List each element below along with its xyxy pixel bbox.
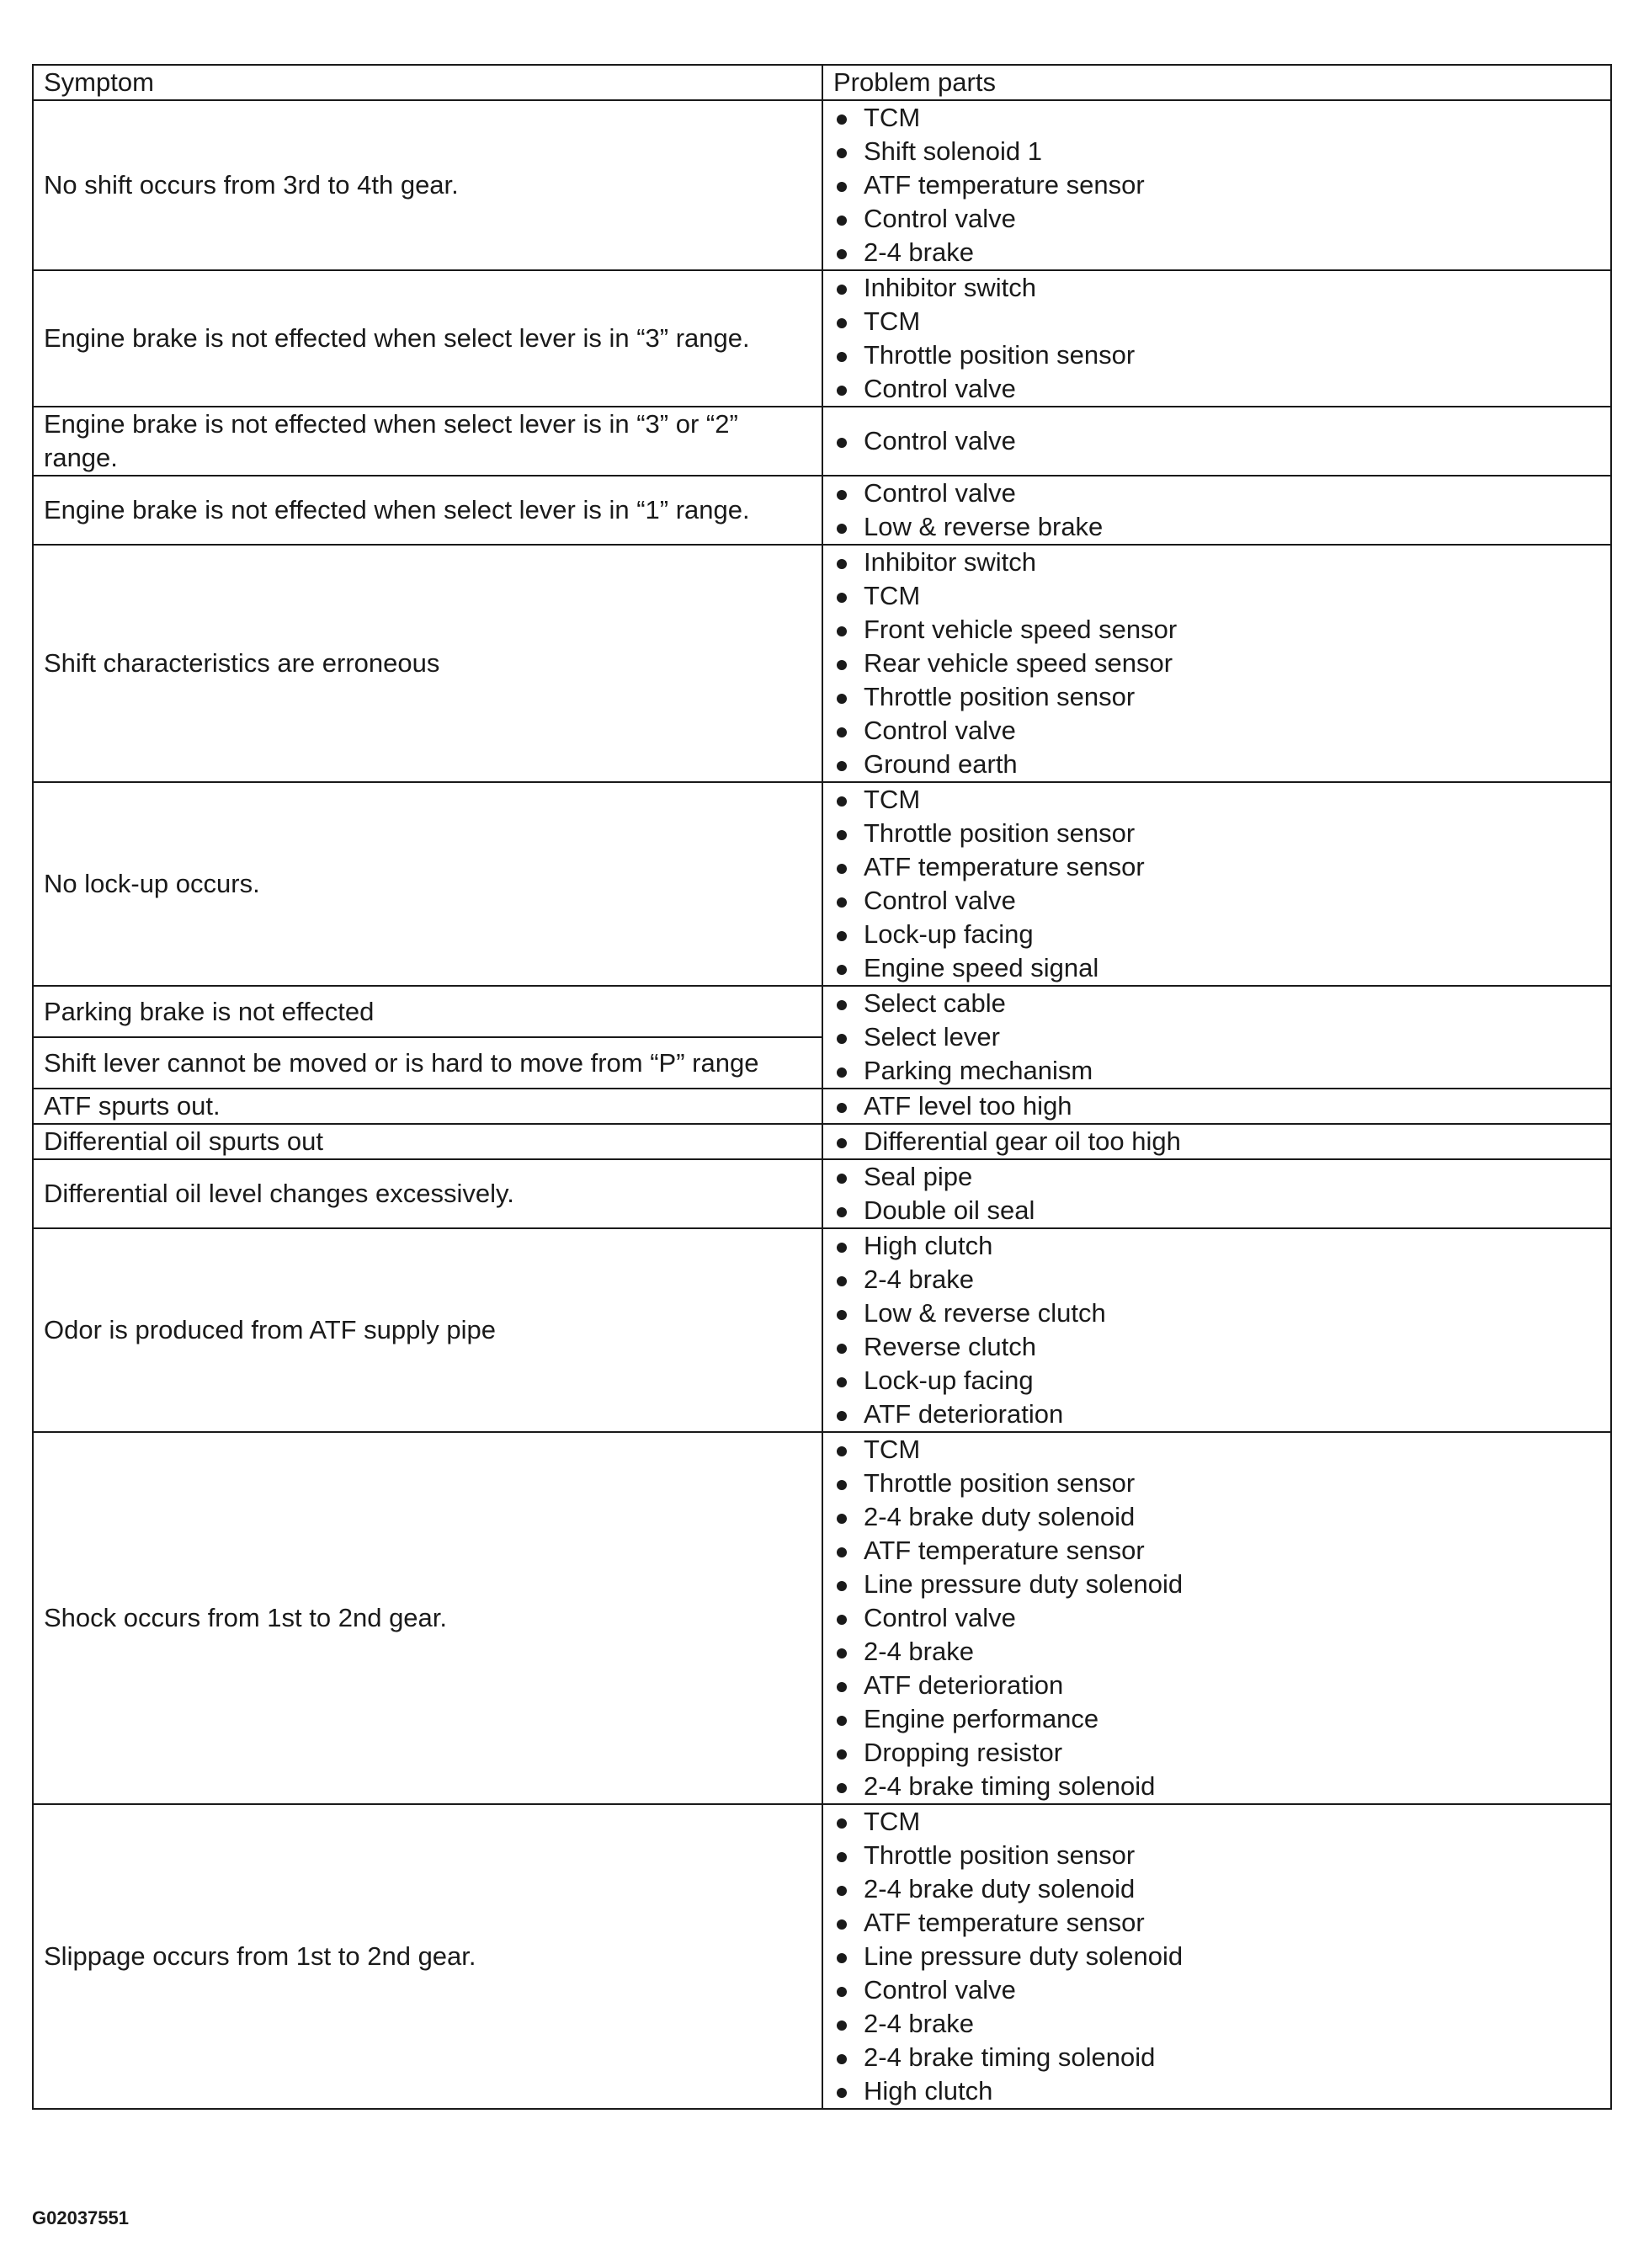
parts-list bbox=[833, 1229, 1600, 1431]
part-item: Engine speed signal bbox=[833, 951, 1600, 985]
part-item: Double oil seal bbox=[833, 1194, 1600, 1227]
parts-list bbox=[833, 1125, 1600, 1158]
part-item: Front vehicle speed sensor bbox=[833, 613, 1600, 647]
part-item: TCM bbox=[833, 101, 1600, 135]
part-item: Seal pipe bbox=[833, 1160, 1600, 1194]
symptom-cell: ATF spurts out. bbox=[33, 1089, 822, 1124]
part-item: Control valve bbox=[833, 1601, 1600, 1635]
part-item: Line pressure duty solenoid bbox=[833, 1568, 1600, 1601]
parts-list bbox=[833, 546, 1600, 781]
table-row bbox=[33, 1228, 1611, 1432]
part-item: Shift solenoid 1 bbox=[833, 135, 1600, 168]
symptom-cell: Parking brake is not effected bbox=[33, 986, 822, 1037]
part-item: 2-4 brake bbox=[833, 236, 1600, 269]
part-item: Control valve bbox=[833, 476, 1600, 510]
parts-list bbox=[833, 101, 1600, 269]
part-item: Throttle position sensor bbox=[833, 680, 1600, 714]
table-row bbox=[33, 1432, 1611, 1804]
part-item: 2-4 brake bbox=[833, 2007, 1600, 2041]
part-item: Control valve bbox=[833, 202, 1600, 236]
part-item: 2-4 brake timing solenoid bbox=[833, 1770, 1600, 1803]
problem-parts-cell bbox=[822, 1124, 1611, 1159]
problem-parts-header: Problem parts bbox=[822, 65, 1611, 100]
part-item: Line pressure duty solenoid bbox=[833, 1940, 1600, 1973]
part-item: Throttle position sensor bbox=[833, 817, 1600, 850]
part-item: Inhibitor switch bbox=[833, 546, 1600, 579]
part-item: Control valve bbox=[833, 372, 1600, 406]
part-item: 2-4 brake bbox=[833, 1263, 1600, 1296]
part-item: Dropping resistor bbox=[833, 1736, 1600, 1770]
part-item: 2-4 brake duty solenoid bbox=[833, 1500, 1600, 1534]
problem-parts-cell bbox=[822, 545, 1611, 782]
problem-parts-cell bbox=[822, 1228, 1611, 1432]
problem-parts-cell bbox=[822, 407, 1611, 476]
part-item: Control valve bbox=[833, 1973, 1600, 2007]
diagnosis-table bbox=[32, 64, 1612, 2110]
part-item: Control valve bbox=[833, 714, 1600, 748]
symptom-cell: Differential oil spurts out bbox=[33, 1124, 822, 1159]
symptom-cell: No shift occurs from 3rd to 4th gear. bbox=[33, 100, 822, 270]
table-row bbox=[33, 986, 1611, 1037]
part-item: ATF temperature sensor bbox=[833, 850, 1600, 884]
table-row bbox=[33, 476, 1611, 545]
part-item: Engine performance bbox=[833, 1702, 1600, 1736]
table-row bbox=[33, 545, 1611, 782]
part-item: Rear vehicle speed sensor bbox=[833, 647, 1600, 680]
part-item: TCM bbox=[833, 1805, 1600, 1839]
part-item: High clutch bbox=[833, 1229, 1600, 1263]
part-item: Lock-up facing bbox=[833, 918, 1600, 951]
part-item: Control valve bbox=[833, 884, 1600, 918]
problem-parts-cell bbox=[822, 1159, 1611, 1228]
part-item: Select cable bbox=[833, 987, 1600, 1020]
problem-parts-cell bbox=[822, 986, 1611, 1089]
problem-parts-cell bbox=[822, 1089, 1611, 1124]
part-item: Reverse clutch bbox=[833, 1330, 1600, 1364]
part-item: Low & reverse clutch bbox=[833, 1296, 1600, 1330]
part-item: High clutch bbox=[833, 2074, 1600, 2108]
table-row bbox=[33, 782, 1611, 986]
parts-list bbox=[833, 783, 1600, 985]
parts-list bbox=[833, 1160, 1600, 1227]
symptom-cell: No lock-up occurs. bbox=[33, 782, 822, 986]
part-item: ATF temperature sensor bbox=[833, 1906, 1600, 1940]
parts-list bbox=[833, 987, 1600, 1088]
table-row bbox=[33, 1804, 1611, 2109]
table-row bbox=[33, 270, 1611, 407]
part-item: Control valve bbox=[833, 424, 1600, 458]
part-item: ATF deterioration bbox=[833, 1669, 1600, 1702]
part-item: Select lever bbox=[833, 1020, 1600, 1054]
problem-parts-cell bbox=[822, 782, 1611, 986]
parts-list bbox=[833, 424, 1600, 458]
part-item: Ground earth bbox=[833, 748, 1600, 781]
part-item: Throttle position sensor bbox=[833, 338, 1600, 372]
symptom-header: Symptom bbox=[33, 65, 822, 100]
part-item: TCM bbox=[833, 783, 1600, 817]
symptom-cell: Shock occurs from 1st to 2nd gear. bbox=[33, 1432, 822, 1804]
parts-list bbox=[833, 1089, 1600, 1123]
part-item: ATF level too high bbox=[833, 1089, 1600, 1123]
table-row bbox=[33, 1124, 1611, 1159]
symptom-cell: Odor is produced from ATF supply pipe bbox=[33, 1228, 822, 1432]
part-item: Inhibitor switch bbox=[833, 271, 1600, 305]
table-row bbox=[33, 407, 1611, 476]
problem-parts-cell bbox=[822, 476, 1611, 545]
table-row bbox=[33, 100, 1611, 270]
part-item: Differential gear oil too high bbox=[833, 1125, 1600, 1158]
parts-list bbox=[833, 476, 1600, 544]
header-row bbox=[33, 65, 1611, 100]
symptom-cell: Engine brake is not effected when select lever is in “3” or “2” range. bbox=[33, 407, 822, 476]
part-item: Low & reverse brake bbox=[833, 510, 1600, 544]
part-item: 2-4 brake timing solenoid bbox=[833, 2041, 1600, 2074]
parts-list bbox=[833, 1805, 1600, 2108]
part-item: TCM bbox=[833, 579, 1600, 613]
problem-parts-cell bbox=[822, 270, 1611, 407]
figure-id: G02037551 bbox=[32, 2207, 129, 2228]
part-item: ATF deterioration bbox=[833, 1398, 1600, 1431]
table-row bbox=[33, 1089, 1611, 1124]
symptom-cell: Engine brake is not effected when select lever is in “3” range. bbox=[33, 270, 822, 407]
part-item: ATF temperature sensor bbox=[833, 168, 1600, 202]
table-row bbox=[33, 1159, 1611, 1228]
part-item: Throttle position sensor bbox=[833, 1467, 1600, 1500]
part-item: ATF temperature sensor bbox=[833, 1534, 1600, 1568]
part-item: Throttle position sensor bbox=[833, 1839, 1600, 1872]
part-item: TCM bbox=[833, 1433, 1600, 1467]
symptom-cell: Shift lever cannot be moved or is hard to move from “P” range bbox=[33, 1037, 822, 1089]
problem-parts-cell bbox=[822, 1804, 1611, 2109]
problem-parts-cell bbox=[822, 100, 1611, 270]
parts-list bbox=[833, 1433, 1600, 1803]
parts-list bbox=[833, 271, 1600, 406]
part-item: TCM bbox=[833, 305, 1600, 338]
part-item: Parking mechanism bbox=[833, 1054, 1600, 1088]
symptom-cell: Slippage occurs from 1st to 2nd gear. bbox=[33, 1804, 822, 2109]
symptom-cell: Differential oil level changes excessively. bbox=[33, 1159, 822, 1228]
symptom-cell: Engine brake is not effected when select lever is in “1” range. bbox=[33, 476, 822, 545]
part-item: 2-4 brake duty solenoid bbox=[833, 1872, 1600, 1906]
symptom-cell: Shift characteristics are erroneous bbox=[33, 545, 822, 782]
problem-parts-cell bbox=[822, 1432, 1611, 1804]
part-item: 2-4 brake bbox=[833, 1635, 1600, 1669]
part-item: Lock-up facing bbox=[833, 1364, 1600, 1398]
